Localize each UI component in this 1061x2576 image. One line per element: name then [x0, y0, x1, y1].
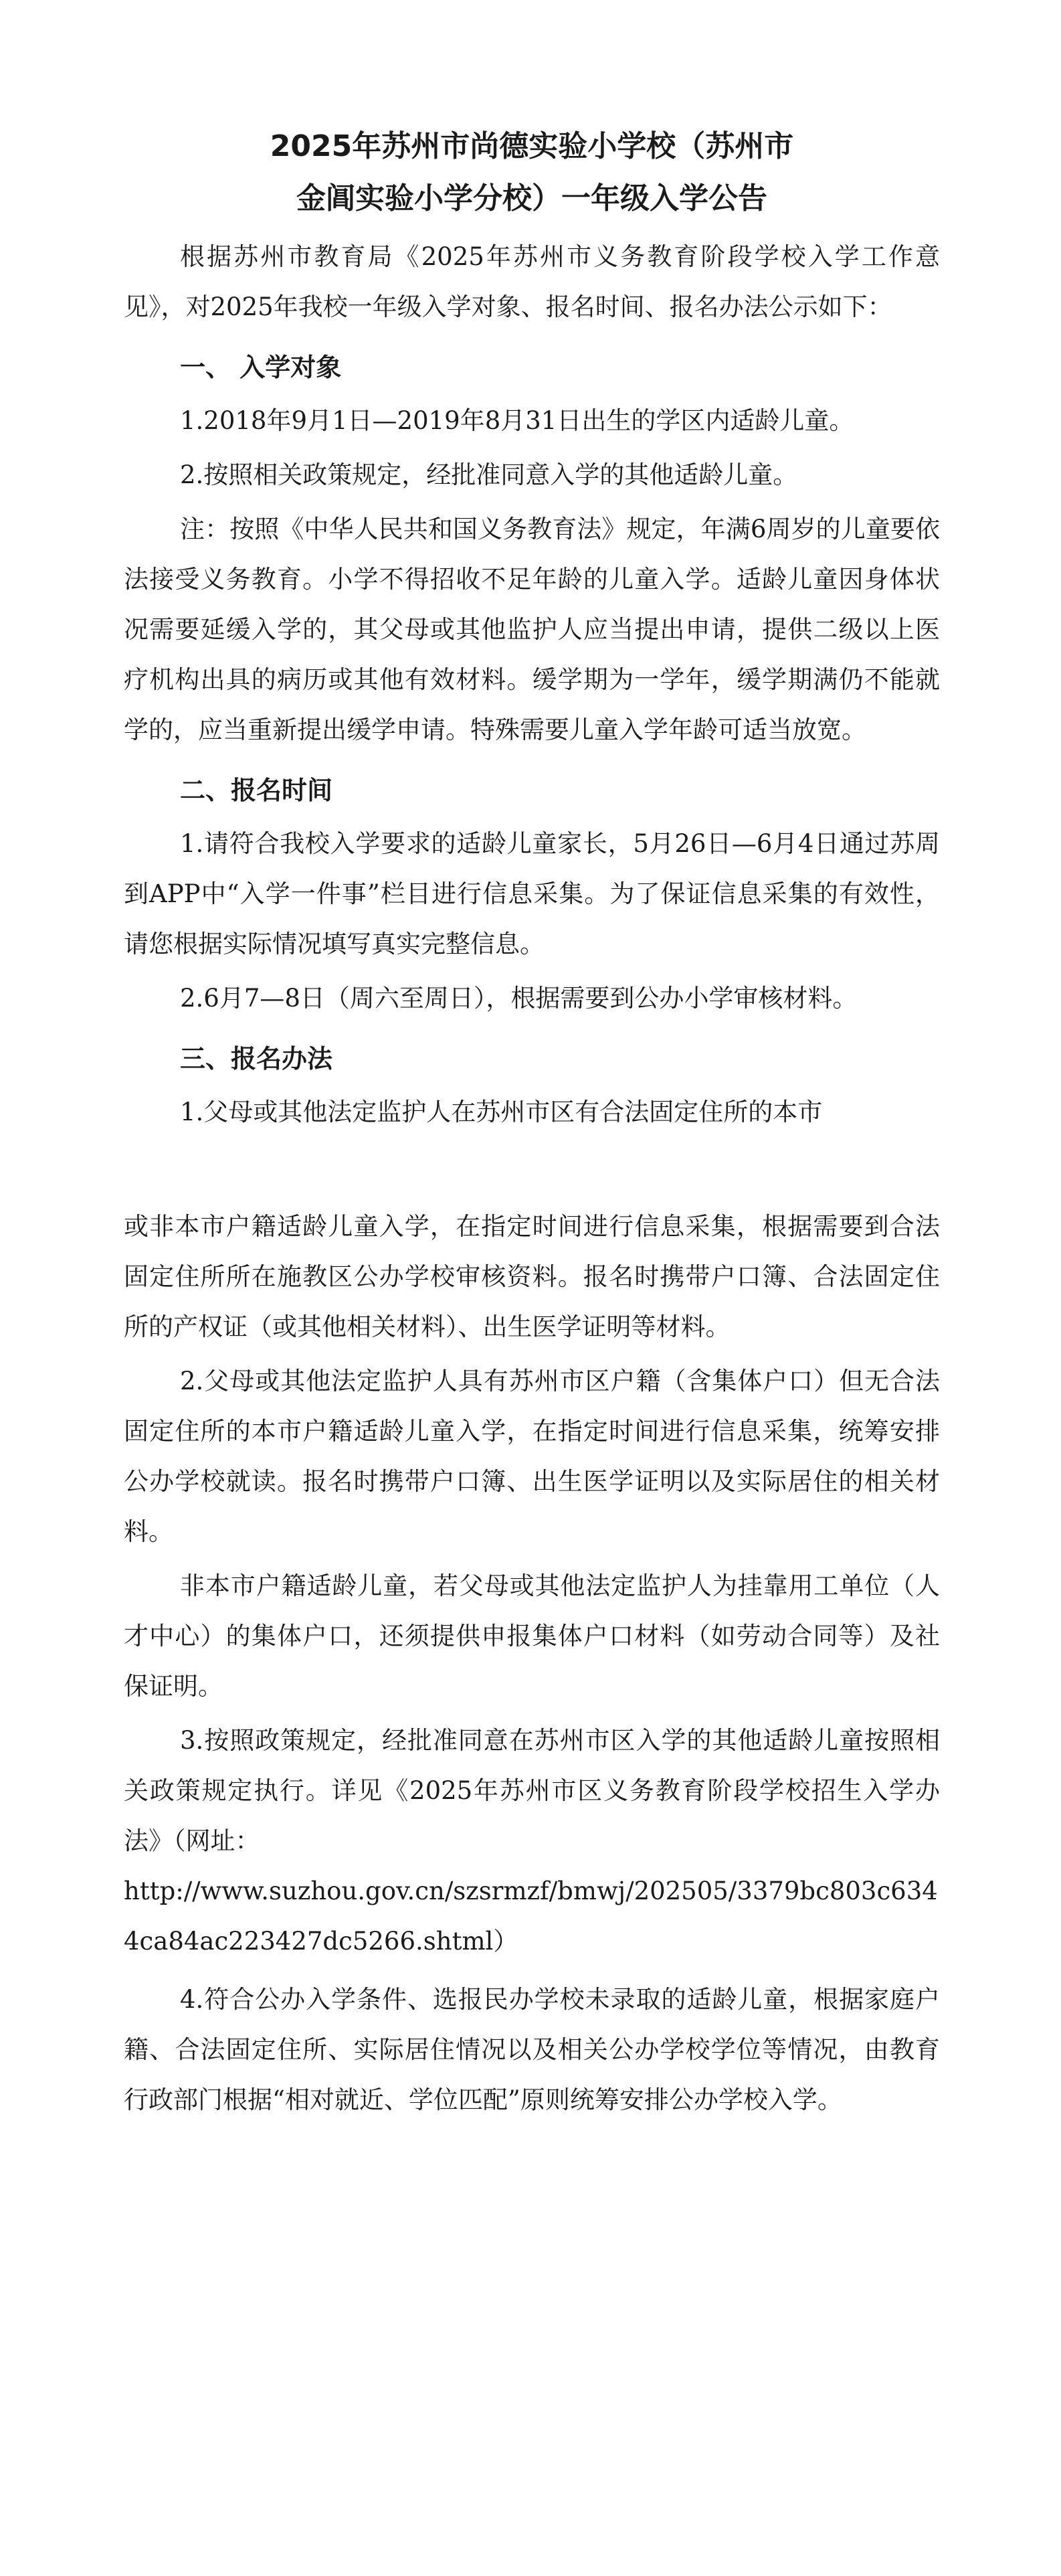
- section-heading-registration-method: 三、报名办法: [180, 1044, 333, 1074]
- method-item-1-start: 1.父母或其他法定监护人在苏州市区有合法固定住所的本市: [180, 1098, 823, 1126]
- method-item-2-note: 非本市户籍适龄儿童，若父母或其他法定监护人为挂靠用工单位（人才中心）的集体户口，还须提供申报集体户口材料（如劳动合同等）及社保证明。: [124, 1571, 940, 1701]
- method-item-3: 3.按照政策规定，经批准同意在苏州市区入学的其他适龄儿童按照相关政策规定执行。详见《2025年苏州市区义务教育阶段学校招生入学办法》（网址：: [124, 1726, 940, 1855]
- title-line-2: 金阊实验小学分校）一年级入学公告: [296, 181, 767, 216]
- announcement-document: [124, 120, 940, 2125]
- method-item-4: 4.符合公办入学条件、选报民办学校未录取的适龄儿童，根据家庭户籍、合法固定住所、实际居住情况以及相关公办学校学位等情况，由教育行政部门根据“相对就近、学位匹配”原则统筹安排公办学校入学。: [124, 1985, 940, 2114]
- intro-paragraph: 根据苏州市教育局《2025年苏州市义务教育阶段学校入学工作意见》，对2025年我校一年级入学对象、报名时间、报名办法公示如下：: [124, 242, 940, 321]
- targets-note: 注：按照《中华人民共和国义务教育法》规定，年满6周岁的儿童要依法接受义务教育。小学不得招收不足年龄的儿童入学。适龄儿童因身体状况需要延缓入学的，其父母或其他监护人应当提出申请，提供二级以上医疗机构出具的病历或其他有效材料。缓学期为一学年，缓学期满仍不能就学的，应当重新提出缓学申请。特殊需要儿童入学年龄可适当放宽。: [124, 515, 940, 744]
- page-gap: [124, 1137, 940, 1201]
- time-item-2: 2.6月7—8日（周六至周日），根据需要到公办小学审核材料。: [180, 984, 858, 1013]
- section-heading-registration-time: 二、报名时间: [180, 776, 333, 805]
- document-title: [124, 120, 940, 225]
- section-heading-admission-targets: 一、 入学对象: [180, 353, 342, 382]
- method-item-2: 2.父母或其他法定监护人具有苏州市区户籍（含集体户口）但无合法固定住所的本市户籍适龄儿童入学，在指定时间进行信息采集，统筹安排公办学校就读。报名时携带户口簿、出生医学证明以及实际居住的相关材料。: [124, 1367, 940, 1546]
- time-item-1: 1.请符合我校入学要求的适龄儿童家长，5月26日—6月4日通过苏周到APP中“入学一件事”栏目进行信息采集。为了保证信息采集的有效性，请您根据实际情况填写真实完整信息。: [124, 829, 940, 958]
- method-item-1-continued: 或非本市户籍适龄儿童入学，在指定时间进行信息采集，根据需要到合法固定住所所在施教区公办学校审核资料。报名时携带户口簿、合法固定住所的产权证（或其他相关材料）、出生医学证明等材料。: [124, 1212, 940, 1341]
- targets-item-1: 1.2018年9月1日—2019年8月31日出生的学区内适龄儿童。: [180, 406, 854, 435]
- policy-url: http://www.suzhou.gov.cn/szsrmzf/bmwj/202505/3379bc803c6344ca84ac223427dc5266.shtml）: [124, 1877, 938, 1956]
- title-line-1: 2025年苏州市尚德实验小学校（苏州市: [270, 129, 794, 163]
- targets-item-2: 2.按照相关政策规定，经批准同意入学的其他适龄儿童。: [180, 460, 798, 489]
